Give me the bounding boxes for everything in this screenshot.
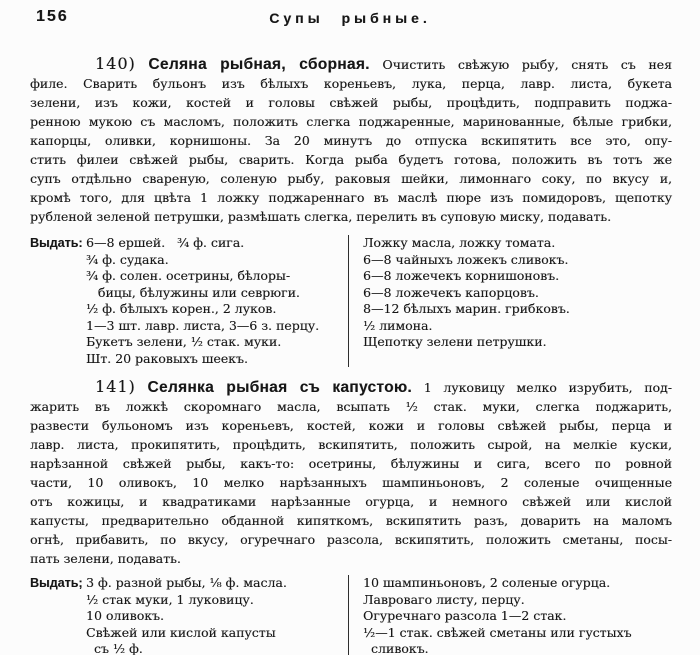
recipe-140-issue-label: Выдать: [30,236,83,250]
recipe-140-body [30,74,672,226]
ingredient-line: сливокъ. [363,641,429,655]
body-line: зелени, изъ кожи, костей и головы свѣжей рыбы, процѣдить, подправить поджа- [30,95,672,110]
ingredient-line: Свѣжей или кислой капусты [86,624,276,640]
body-line: огнѣ, прибавить, по вкусу, огуречнаго разсола, вскипятить, положить сметаны, посы- [30,532,672,547]
ingredient-line: 3 ф. разной рыбы, ⅛ ф. масла. [86,575,287,590]
body-line: стить филеи свѣжей рыбы, сварить. Когда рыба будетъ готова, положить въ тотъ же [30,152,672,167]
ingredient-line: Букетъ зелени, ½ стак. муки. [86,334,282,349]
body-line: ренною мукою съ масломъ, положить слегка поджаренные, маринованные, бѣлые грибки, [30,114,672,129]
body-line: рубленой зеленой петрушки, размѣшать слегка, перелить въ суповую миску, подавать. [30,209,612,224]
body-line: капорцы, оливки, корнишоны. За 20 минутъ до отпуска вскипятить все это, опу- [30,133,672,148]
body-line: пать зелени, подавать. [30,551,181,566]
body-line: филе. Сварить бульонъ изъ бѣлыхъ кореньевъ, лука, перца, лавр. листа, букета [30,76,672,91]
ingredient-line: Щепотку зелени петрушки. [363,334,547,349]
ingredient-line: 6—8 чайныхъ ложекъ сливокъ. [363,251,569,267]
recipe-141-first-line [30,377,672,397]
body-line: жарить въ ложкѣ скоромнаго масла, всыпать ½ стак. муки, слегка поджарить, [30,399,672,414]
ingredient-line: 6—8 ершей. ¾ ф. сига. [86,235,245,250]
body-line: капусты, предварительно обданной кипяткомъ, вскипятить разъ, доварить на маломъ [30,513,672,528]
recipe-141-paragraph [30,377,672,568]
ingredient-line: ¾ ф. солен. осетрины, бѣлоры- [86,268,291,283]
body-line: развести бульономъ изъ кореньевъ, костей, кожи и головы свѣжей рыбы, перца и [30,418,672,433]
recipe-140-title: Селяна рыбная, сборная. [148,56,370,73]
body-line: кромѣ того, для цвѣта 1 ложку поджареннаго въ маслѣ пюре изъ помидоровъ, щепотку [30,190,672,205]
recipe-141-number: 141) [95,377,136,396]
recipe-141-ingredients-left [86,575,349,655]
ingredient-line: Огуречнаго разсола 1—2 стак. [363,608,567,623]
ingredient-line: ½ ф. бѣлыхъ корен., 2 луков. [86,301,277,316]
ingredient-line: Ложку масла, ложку томата. [363,235,556,250]
running-head [0,0,700,30]
recipe-141-ingredients-right [349,575,680,655]
recipe-140-first-line-text: Очистить свѣжую рыбу, снять съ нея [382,57,672,72]
ingredient-line: съ ½ ф. [86,641,143,655]
body-line: супъ отдѣльно свареную, соленую рыбу, раковыя шейки, лимоннаго соку, по вкусу и, [30,171,672,186]
recipe-141-first-line-text: 1 луковицу мелко изрубить, под- [423,380,672,395]
body-line: нарѣзанной свѣжей рыбы, какъ-то: осетрины, бѣлужины и сига, всего по ровной [30,456,672,471]
recipe-140-ingredients-right [349,235,680,367]
ingredient-line: 6—8 ложечекъ корнишоновъ. [363,268,560,283]
recipe-141-issue-label: Выдать; [30,576,83,590]
ingredient-line: бицы, бѣлужины или севрюги. [86,284,300,300]
ingredient-line: ½ лимона. [363,317,433,333]
ingredient-line: ½—1 стак. свѣжей сметаны или густыхъ [363,624,632,640]
body-line: части, 10 оливокъ, 10 мелко нарѣзанныхъ шампиньоновъ, 2 соленые очищенные [30,475,672,490]
page-number: 156 [36,8,69,25]
recipe-140-ingredients [30,235,680,367]
ingredient-line: 10 оливокъ. [86,608,164,623]
ingredient-line: ¾ ф. судака. [86,251,169,267]
recipe-140-number: 140) [95,54,136,73]
ingredient-line: Лавроваго листу, перцу. [363,591,525,607]
ingredient-line: 10 шампиньоновъ, 2 соленые огурца. [363,575,611,590]
body-line: лавр. листа, прокипятить, процѣдить, вскипятить, положить сырой, на мелкіе куски, [30,437,672,452]
recipe-141-body [30,397,672,568]
recipe-141-title: Селянка рыбная съ капустою. [147,379,413,396]
recipe-140-paragraph [30,54,672,226]
ingredient-line: ½ стак муки, 1 луковицу. [86,591,254,607]
ingredient-line: 1—3 шт. лавр. листа, 3—6 з. перцу. [86,317,320,333]
recipe-140-ingredients-left [86,235,349,367]
body-line: отъ кожицы, и квадратиками нарѣзанные огурца, и немного свѣжей или кислой [30,494,672,509]
ingredient-line: Шт. 20 раковыхъ шеекъ. [86,350,248,366]
page-header-title: Супы рыбные. [269,10,431,26]
ingredient-line: 8—12 бѣлыхъ марин. грибковъ. [363,301,570,316]
recipe-140-first-line [30,54,672,74]
ingredient-line: 6—8 ложечекъ капорцовъ. [363,284,539,300]
recipe-141-ingredients [30,575,680,655]
